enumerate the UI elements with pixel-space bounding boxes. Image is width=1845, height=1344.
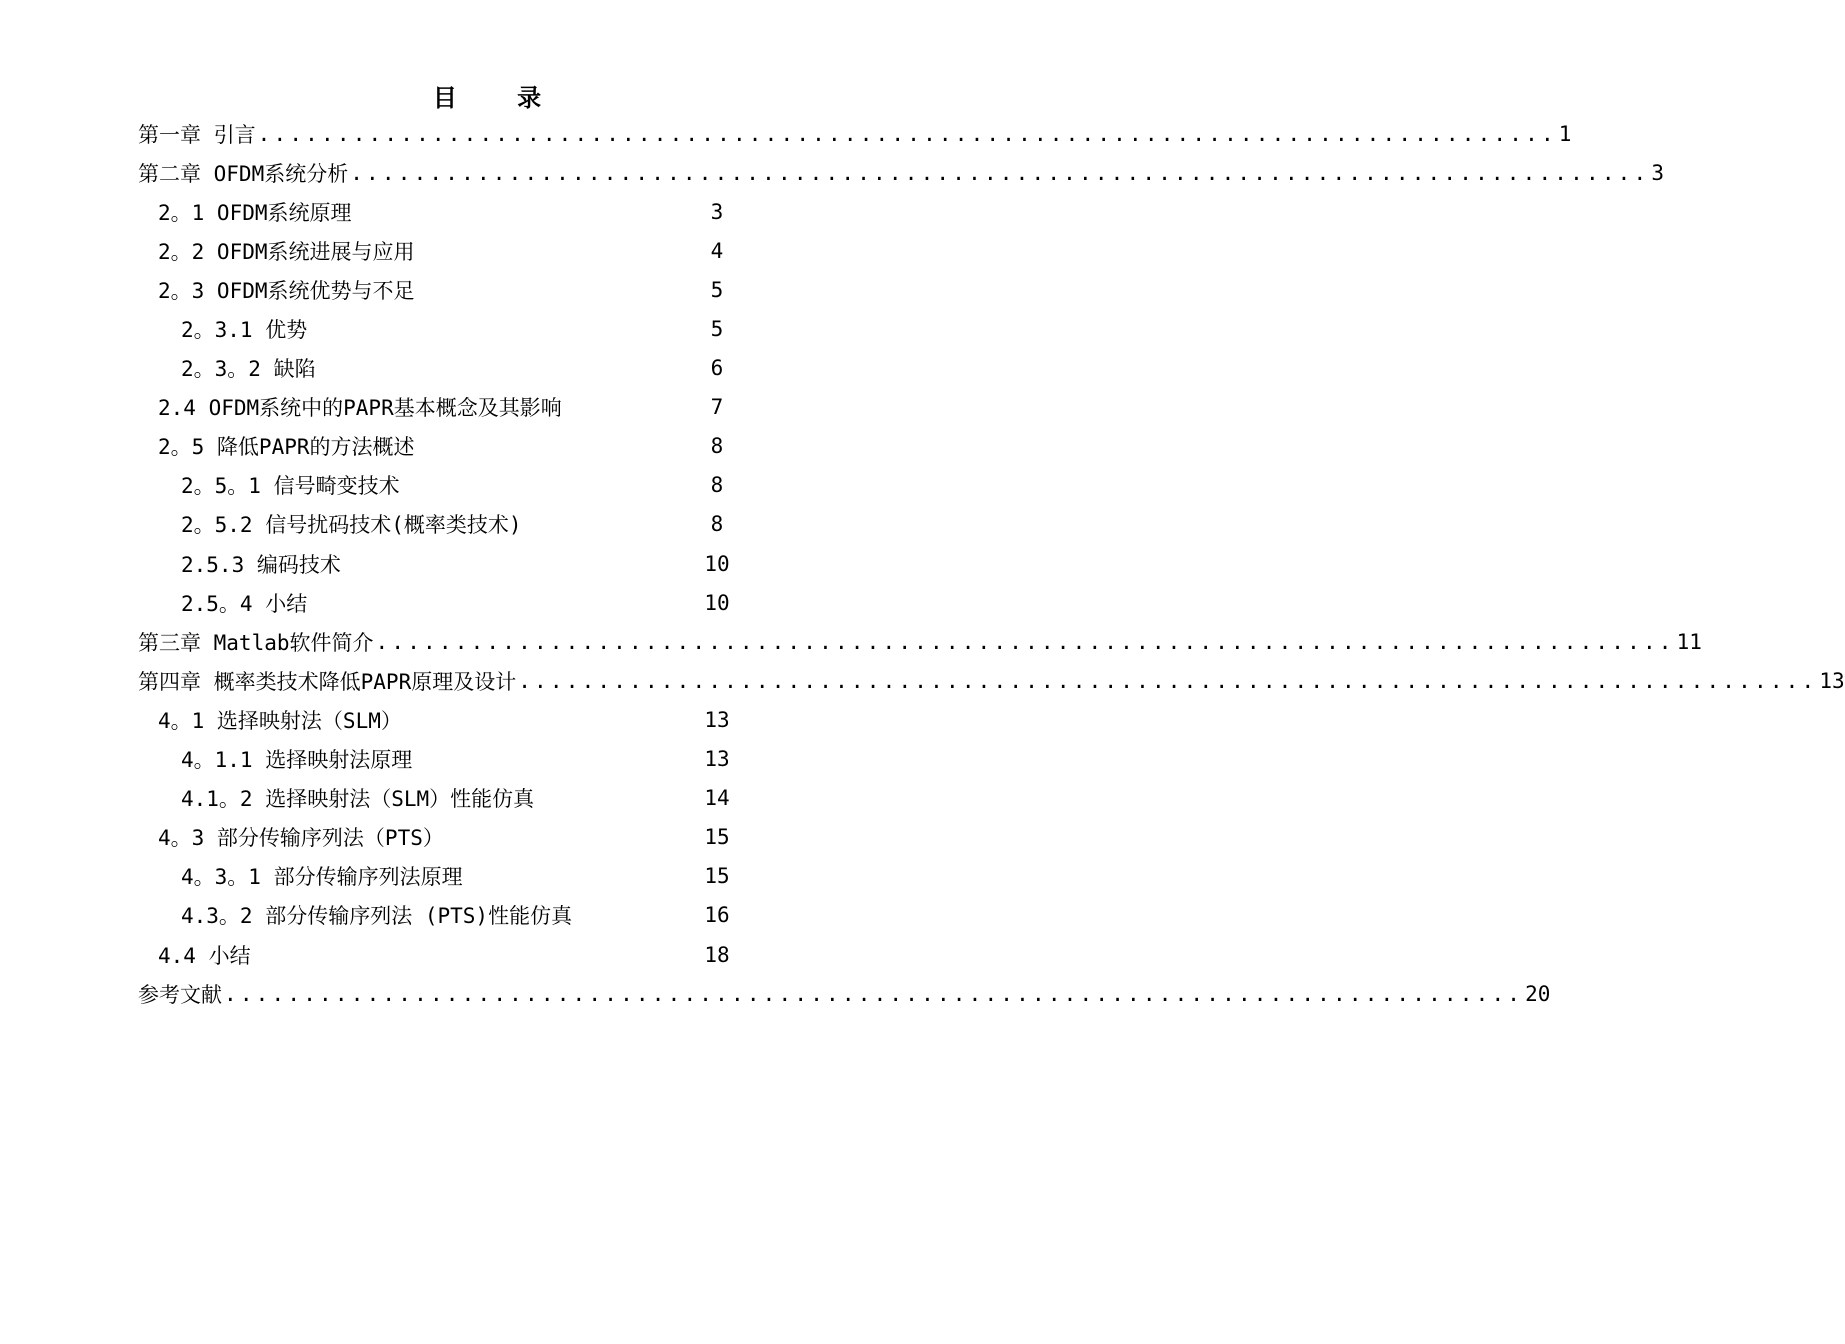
toc-entry[interactable] [138,192,770,231]
toc-entry[interactable] [138,427,770,466]
toc-entry-page-number: 10 [704,551,730,576]
toc-entry-page-number: 8 [710,473,724,498]
toc-entry-label: 2。5。1 信号畸变技术 [181,474,400,499]
toc-entry-label: 2。1 OFDM系统原理 [158,200,352,225]
toc-entry-label: 4。3 部分传输序列法（PTS） [158,826,444,851]
toc-entry[interactable] [138,388,770,427]
table-of-contents [138,114,1845,1013]
toc-entry[interactable] [138,857,770,896]
toc-entry-page-number: 11 [1676,629,1702,654]
toc-entry[interactable] [138,935,770,974]
toc-entry-label: 4.1。2 选择映射法（SLM）性能仿真 [181,787,535,812]
toc-entry[interactable] [138,818,770,857]
toc-entry-label: 第四章 概率类技术降低PAPR原理及设计 [138,669,517,694]
toc-entry[interactable] [138,466,770,505]
toc-entry-page-number: 4 [710,238,724,263]
toc-entry[interactable] [138,740,770,779]
toc-entry-label: 4。3。1 部分传输序列法原理 [181,865,463,890]
toc-entry[interactable] [138,270,770,309]
toc-entry-page-number: 10 [704,590,730,615]
toc-entry[interactable] [138,779,770,818]
toc-entry-page-number: 5 [710,317,724,342]
toc-entry[interactable] [138,583,770,622]
toc-entry[interactable] [138,544,770,583]
toc-entry-label: 2。3。2 缺陷 [181,357,316,382]
dot-leader: .................................................................................. [350,160,1650,185]
toc-entry-label: 4。1 选择映射法（SLM） [158,708,402,733]
toc-entry-label: 2。2 OFDM系统进展与应用 [158,239,415,264]
toc-entry[interactable] [138,349,770,388]
dot-leader: .................................................................................. [224,981,1524,1006]
toc-entry-page-number: 3 [1651,160,1665,185]
toc-entry-label: 2.5.3 编码技术 [181,552,341,577]
toc-entry-label: 2.5。4 小结 [181,591,308,616]
dot-leader: .................................................................................. [375,629,1675,654]
toc-entry-page-number: 5 [710,277,724,302]
toc-entry[interactable] [138,114,1572,153]
toc-entry-label: 4.3。2 部分传输序列法 (PTS)性能仿真 [181,904,573,929]
toc-entry-page-number: 18 [704,942,730,967]
toc-entry[interactable] [138,974,1551,1013]
toc-entry-label: 2.4 OFDM系统中的PAPR基本概念及其影响 [158,396,562,421]
toc-entry-page-number: 7 [710,395,724,420]
toc-entry-page-number: 13 [704,747,730,772]
toc-entry-page-number: 15 [704,825,730,850]
toc-entry-label: 4.4 小结 [158,943,251,968]
toc-entry-page-number: 16 [704,903,730,928]
toc-entry-label: 2。5 降低PAPR的方法概述 [158,435,415,460]
dot-leader: .................................................................................. [257,121,1557,146]
toc-entry[interactable] [138,622,1702,661]
toc-entry[interactable] [138,231,770,270]
toc-entry-page-number: 13 [704,707,730,732]
toc-title: 目 录 [432,83,568,112]
toc-entry-page-number: 15 [704,864,730,889]
toc-entry-page-number: 6 [710,356,724,381]
toc-entry[interactable] [138,661,1845,700]
dot-leader: .................................................................................. [518,668,1818,693]
toc-entry[interactable] [138,309,770,348]
toc-entry-label: 参考文献 [138,982,222,1007]
toc-entry-label: 第一章 引言 [138,122,256,147]
toc-entry-page-number: 8 [710,512,724,537]
toc-entry[interactable] [138,153,1665,192]
toc-entry-label: 2。3.1 优势 [181,318,308,343]
toc-entry-label: 2。5.2 信号扰码技术(概率类技术) [181,513,522,538]
toc-entry[interactable] [138,896,770,935]
toc-entry-label: 第三章 Matlab软件简介 [138,630,374,655]
toc-entry-label: 2。3 OFDM系统优势与不足 [158,278,415,303]
toc-entry[interactable] [138,700,770,739]
toc-entry-label: 第二章 OFDM系统分析 [138,161,349,186]
toc-entry-label: 4。1.1 选择映射法原理 [181,748,413,773]
toc-entry-page-number: 13 [1819,668,1845,693]
toc-entry[interactable] [138,505,770,544]
toc-entry-page-number: 3 [710,199,724,224]
toc-entry-page-number: 1 [1558,121,1572,146]
toc-entry-page-number: 14 [704,786,730,811]
toc-entry-page-number: 8 [710,434,724,459]
toc-entry-page-number: 20 [1525,981,1551,1006]
